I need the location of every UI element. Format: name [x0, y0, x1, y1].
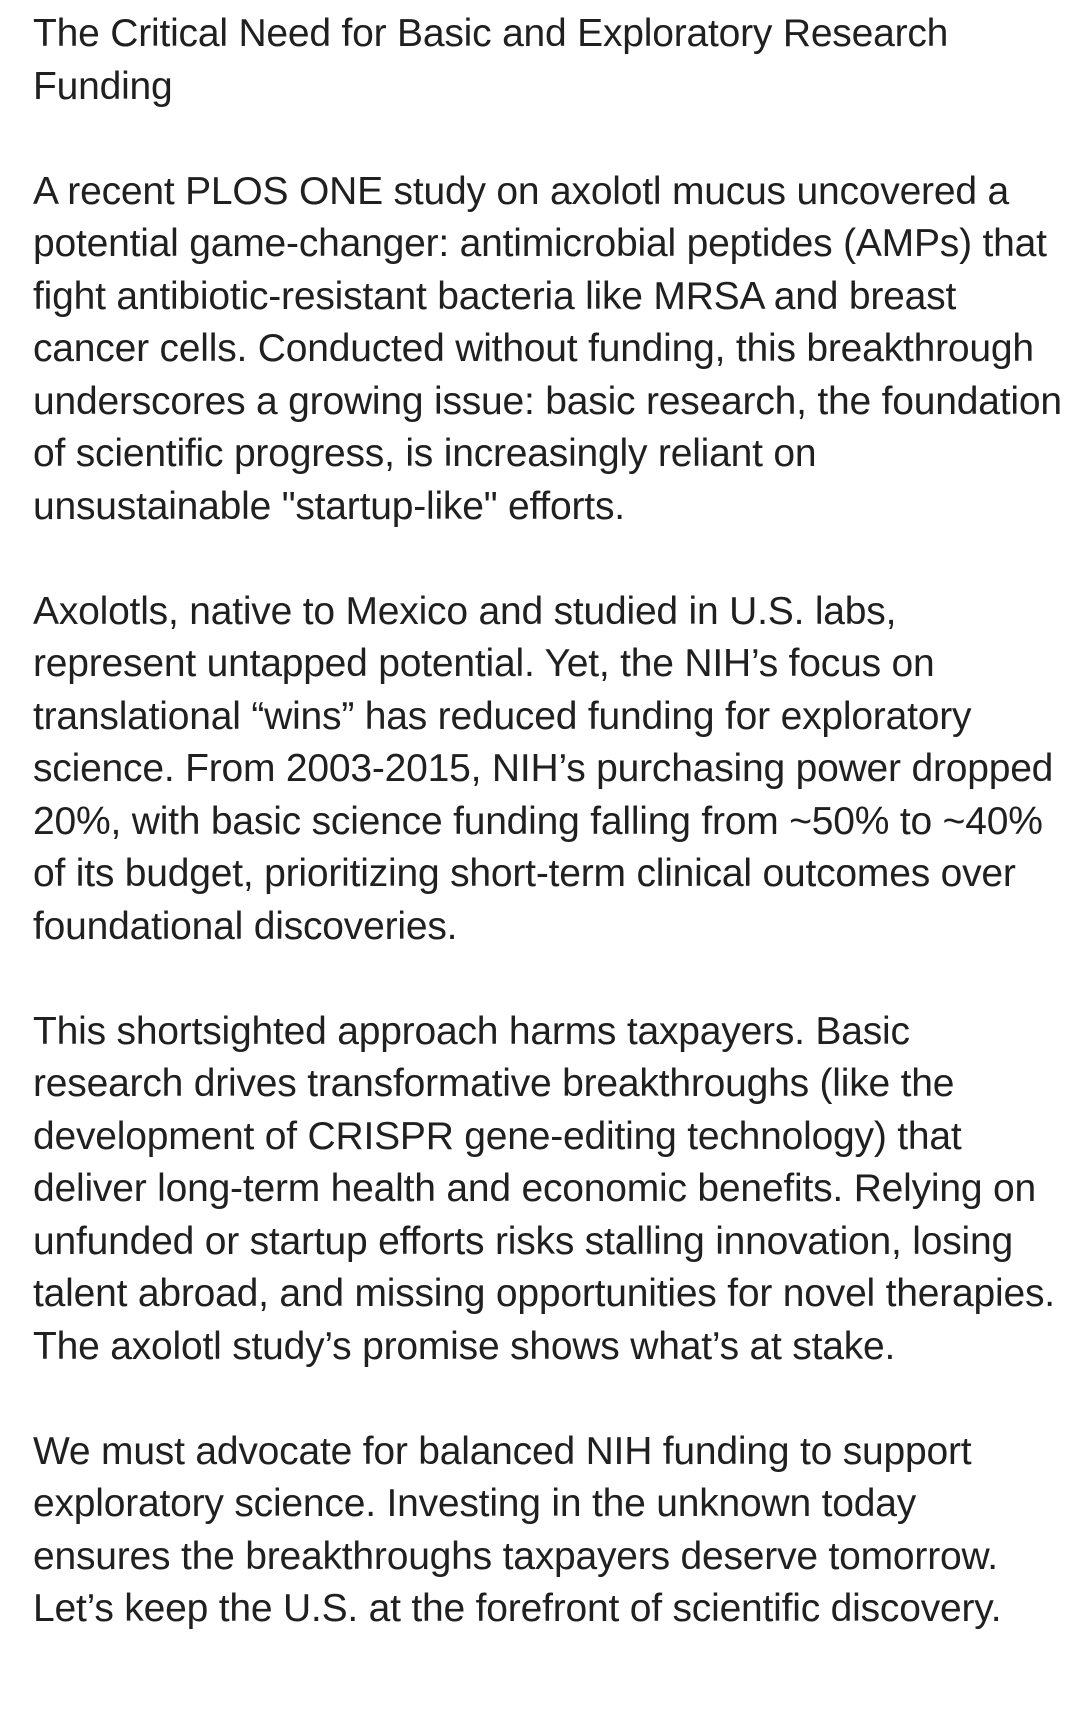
paragraph-taxpayer-impact: This shortsighted approach harms taxpayers. Basic research drives transformative breakthroughs (like the development of CRISPR gene-editing technology) that deliver long-term health and economic benefits. Relying on unfunded or startup efforts risks stalling innovation, losing talent abroad, and missing opportunities for novel therapies. The axolotl study’s promise shows what’s at stake. — [33, 1009, 1055, 1368]
paragraph-nih-funding: Axolotls, native to Mexico and studied in U.S. labs, represent untapped potential. Yet, the NIH’s focus on translational “wins” has reduced funding for exploratory science. From 2003-2015, NIH’s purchasing power dropped 20%, with basic science funding falling from ~50% to ~40% of its budget, prioritizing short-term clinical outcomes over foundational discoveries. — [33, 589, 1054, 948]
paragraph-axolotl-study: A recent PLOS ONE study on axolotl mucus uncovered a potential game-changer: antimicrobial peptides (AMPs) that fight antibiotic-resistant bacteria like MRSA and breast cancer cells. Conducted without funding, this breakthrough underscores a growing issue: basic research, the foundation of scientific progress, is increasingly reliant on unsustainable "startup-like" efforts. — [33, 169, 1062, 528]
document-title: The Critical Need for Basic and Exploratory Research Funding — [33, 12, 949, 108]
paragraph-call-to-action: We must advocate for balanced NIH funding to support exploratory science. Investing in the unknown today ensures the breakthroughs taxpayers deserve tomorrow. Let’s keep the U.S. at the forefront of scientific discovery. — [33, 1429, 1002, 1630]
